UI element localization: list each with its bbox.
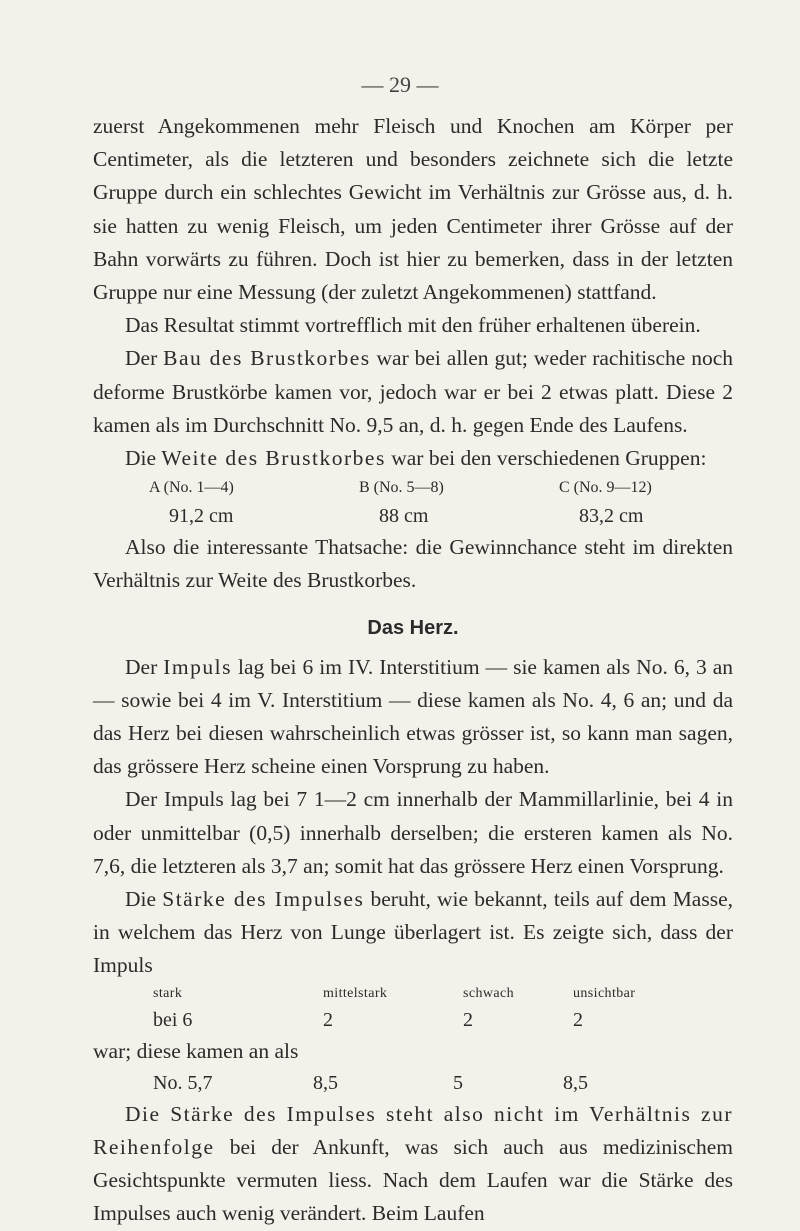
para8-emphasis: Stärke des Impulses	[162, 887, 365, 912]
para8-rest: beruht, wie bekannt, teils auf dem Masse, in welchem das Herz von Lunge überlagert ist. Es zeigte sich, dass der Impuls	[93, 887, 734, 978]
paragraph-1: zuerst Angekommenen mehr Fleisch und Knochen am Körper per Centimeter, als die letzteren und besonders zeichnete sich die letzte Gruppe durch ein schlechtes Gewicht im Verhältnis zur Grösse aus, d. h. sie hatten zu wenig Fleisch, um jeden Centimeter ihrer Grösse auf der Bahn vorwärts zu führen. Doch ist hier zu bemerken, dass in der letzten Gruppe nur eine Messung (der zuletzt Angekommenen) stattfand.	[93, 114, 733, 305]
weite-value-b: 88 cm	[379, 505, 429, 528]
paragraph-8	[93, 883, 733, 983]
section-heading: Das Herz.	[367, 616, 459, 639]
para3-emphasis: Bau des Brustkorbes	[163, 346, 371, 371]
impuls-header-unsichtbar: unsichtbar	[573, 985, 636, 1001]
impuls-row2-cell: 5	[453, 1071, 463, 1094]
impuls-between-text: war; diese kamen an als	[93, 1038, 299, 1063]
weite-header-a: A (No. 1—4)	[149, 479, 234, 497]
paragraph-6	[93, 651, 733, 784]
para3-rest: war bei allen gut; weder rachitische noch deforme Brustkörbe kamen vor, jedoch war er bei 2 etwas platt. Diese 2 kamen als im Durchschnitt No. 9,5 an, d. h. gegen Ende des Laufens.	[93, 346, 733, 437]
weite-value-c: 83,2 cm	[579, 505, 644, 528]
weite-table	[149, 475, 733, 531]
impuls-row1-cell: 2	[463, 1008, 473, 1031]
para4-rest: war bei den verschiedenen Gruppen:	[385, 446, 707, 471]
impuls-row1-cell: bei 6	[153, 1008, 193, 1031]
para9-rest: bei der Ankunft, was sich auch aus medizinischem Gesichtspunkte vermuten liess. Nach dem Laufen war die Stärke des Impulses auch wenig verändert. Beim Laufen	[93, 1135, 733, 1226]
body-text	[93, 110, 733, 1231]
page-number: — 29 —	[361, 72, 439, 97]
para9-emphasis: Die Stärke des Impulses steht also nicht im Verhältnis zur Reihenfolge	[93, 1101, 733, 1160]
para4-lead: Die	[125, 446, 162, 471]
para8-lead: Die	[125, 887, 163, 912]
impuls-header-schwach: schwach	[463, 985, 515, 1001]
weite-value-a: 91,2 cm	[169, 505, 234, 528]
paragraph-2: Das Resultat stimmt vortrefflich mit den früher erhaltenen überein.	[125, 313, 701, 338]
paragraph-3	[93, 342, 733, 442]
impuls-row1-cell: 2	[573, 1008, 583, 1031]
impuls-header-mittelstark: mittelstark	[323, 985, 388, 1001]
impuls-header-stark: stark	[153, 985, 183, 1001]
impuls-row2-cell: No. 5,7	[153, 1071, 213, 1094]
paragraph-7: Der Impuls lag bei 7 1—2 cm innerhalb der Mammillarlinie, bei 4 in oder unmittelbar (0,5) innerhalb derselben; die ersteren kamen als No. 7,6, die letzteren als 3,7 an; somit hat das grössere Herz einen Vorsprung.	[93, 787, 733, 878]
para6-rest: lag bei 6 im IV. Interstitium — sie kamen als No. 6, 3 an — sowie bei 4 im V. Interstitium — diese kamen als No. 4, 6 an; und da das Herz bei diesen wahrscheinlich etwas grösser ist, so kann man sagen, das grössere Herz scheine einen Vorsprung zu haben.	[93, 654, 733, 779]
weite-header-b: B (No. 5—8)	[359, 479, 444, 497]
paragraph-5: Also die interessante Thatsache: die Gewinnchance steht im direkten Verhältnis zur Weite des Brustkorbes.	[93, 535, 733, 593]
impuls-table	[153, 983, 733, 1035]
impuls-row2	[153, 1068, 733, 1098]
paragraph-9	[93, 1098, 733, 1231]
impuls-row1-cell: 2	[323, 1008, 333, 1031]
para3-lead: Der	[125, 346, 164, 371]
impuls-row2-cell: 8,5	[313, 1071, 338, 1094]
weite-header-c: C (No. 9—12)	[559, 479, 652, 497]
para6-lead: Der	[125, 654, 164, 679]
paragraph-4	[93, 442, 733, 475]
para4-emphasis: Weite des Brustkorbes	[161, 446, 386, 471]
para6-emphasis: Impuls	[163, 654, 232, 679]
impuls-row2-cell: 8,5	[563, 1071, 588, 1094]
